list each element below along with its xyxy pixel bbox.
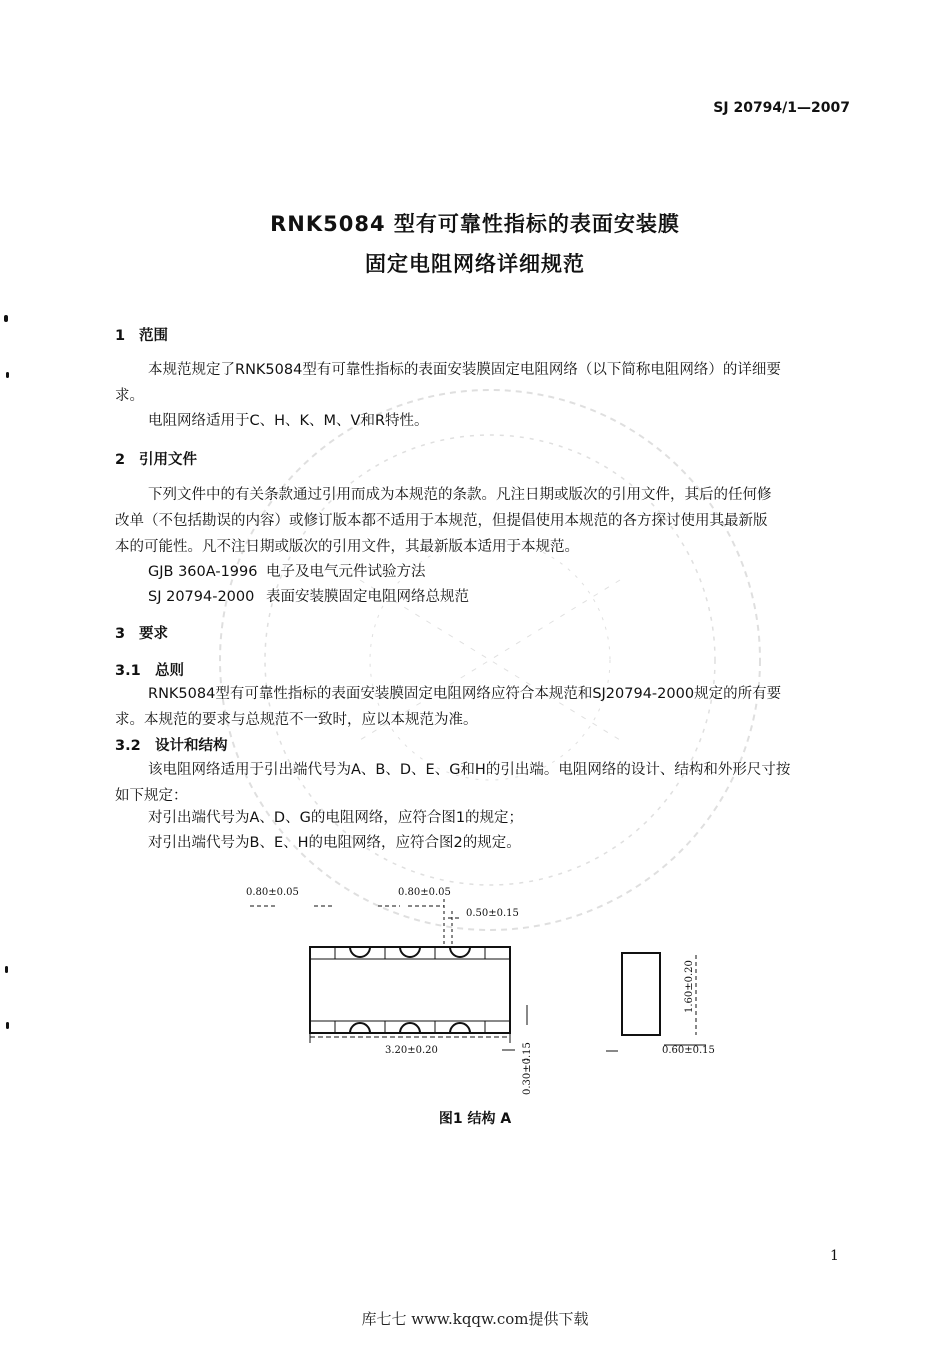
- section-3-heading: [115, 622, 168, 643]
- section-number: 3.2: [115, 738, 141, 754]
- resistor-network-side-view: [622, 953, 660, 1035]
- text-line: 本规范规定了RNK5084型有可靠性指标的表面安装膜固定电阻网络（以下简称电阻网络）的详细要: [148, 362, 781, 378]
- text-line: 本的可能性。凡不注日期或版次的引用文件，其最新版本适用于本规范。: [115, 539, 579, 555]
- text-line: 改单（不包括勘误的内容）或修订版本都不适用于本规范，但提倡使用本规范的各方探讨使用其最新版: [115, 513, 768, 529]
- dim-body-length: 3.20±0.20: [385, 1045, 438, 1056]
- text-line: 求。: [115, 388, 144, 404]
- section-title: 范围: [139, 328, 168, 344]
- dim-notch-width: 0.50±0.15: [466, 908, 519, 919]
- section-1-paragraph-2: 电阻网络适用于C、H、K、M、V和R特性。: [148, 413, 429, 429]
- page-number: 1: [830, 1248, 839, 1264]
- section-title: 总则: [155, 663, 184, 679]
- section-1-paragraph-1: [115, 357, 855, 409]
- section-3-2-heading: [115, 734, 228, 755]
- margin-mark: [4, 315, 8, 322]
- figure-caption: 图1 结构 A: [438, 1111, 512, 1127]
- section-number: 3: [115, 626, 126, 642]
- reference-item: [148, 585, 469, 606]
- reference-code: SJ 20794-2000: [148, 589, 255, 605]
- text-line: RNK5084型有可靠性指标的表面安装膜固定电阻网络应符合本规范和SJ20794-2000规定的所有要: [148, 686, 782, 702]
- section-title: 设计和结构: [155, 738, 228, 754]
- section-title: 要求: [139, 626, 168, 642]
- margin-mark: [6, 1022, 9, 1029]
- dim-terminal-height: 0.30±0.15: [522, 1042, 533, 1095]
- reference-item: [148, 560, 426, 581]
- section-number: 2: [115, 452, 126, 468]
- text-line: 求。本规范的要求与总规范不一致时，应以本规范为准。: [115, 712, 478, 728]
- reference-title: 表面安装膜固定电阻网络总规范: [266, 589, 469, 605]
- dim-pad-pitch-mid: 0.80±0.05: [398, 887, 451, 898]
- text-line: 该电阻网络适用于引出端代号为A、B、D、E、G和H的引出端。电阻网络的设计、结构和外形尺寸按: [148, 762, 791, 778]
- section-2-paragraph: [115, 482, 855, 560]
- download-footer: 库七七 www.kqqw.com提供下载: [361, 1310, 589, 1328]
- doc-title-line1: RNK5084 型有可靠性指标的表面安装膜: [270, 212, 680, 236]
- section-1-heading: [115, 324, 168, 345]
- text-line: 下列文件中的有关条款通过引用而成为本规范的条款。凡注日期或版次的引用文件，其后的任何修: [148, 487, 772, 503]
- reference-title: 电子及电气元件试验方法: [266, 564, 426, 580]
- section-3-2-item-1: 对引出端代号为A、D、G的电阻网络，应符合图1的规定；: [148, 810, 524, 826]
- section-3-2-item-2: 对引出端代号为B、E、H的电阻网络，应符合图2的规定。: [148, 835, 521, 851]
- section-3-2-paragraph: [115, 757, 855, 809]
- standard-code: SJ 20794/1—2007: [713, 100, 850, 116]
- reference-code: GJB 360A-1996: [148, 564, 258, 580]
- resistor-network-top-view: [310, 947, 510, 1033]
- section-2-heading: [115, 448, 197, 469]
- section-number: 3.1: [115, 663, 141, 679]
- dim-body-width: 1.60±0.20: [684, 960, 695, 1013]
- margin-mark: [6, 372, 9, 378]
- doc-title-line2: 固定电阻网络详细规范: [365, 252, 585, 276]
- watermark-seal-icon: [210, 380, 770, 940]
- section-3-1-paragraph: [115, 681, 855, 733]
- section-3-1-heading: [115, 659, 184, 680]
- dim-pad-pitch-left: 0.80±0.05: [246, 887, 299, 898]
- text-line: 如下规定：: [115, 788, 188, 804]
- margin-mark: [5, 966, 8, 973]
- dim-thickness: 0.60±0.15: [662, 1045, 715, 1056]
- section-title: 引用文件: [139, 452, 197, 468]
- section-number: 1: [115, 328, 126, 344]
- figure-structure-a: [230, 875, 740, 1100]
